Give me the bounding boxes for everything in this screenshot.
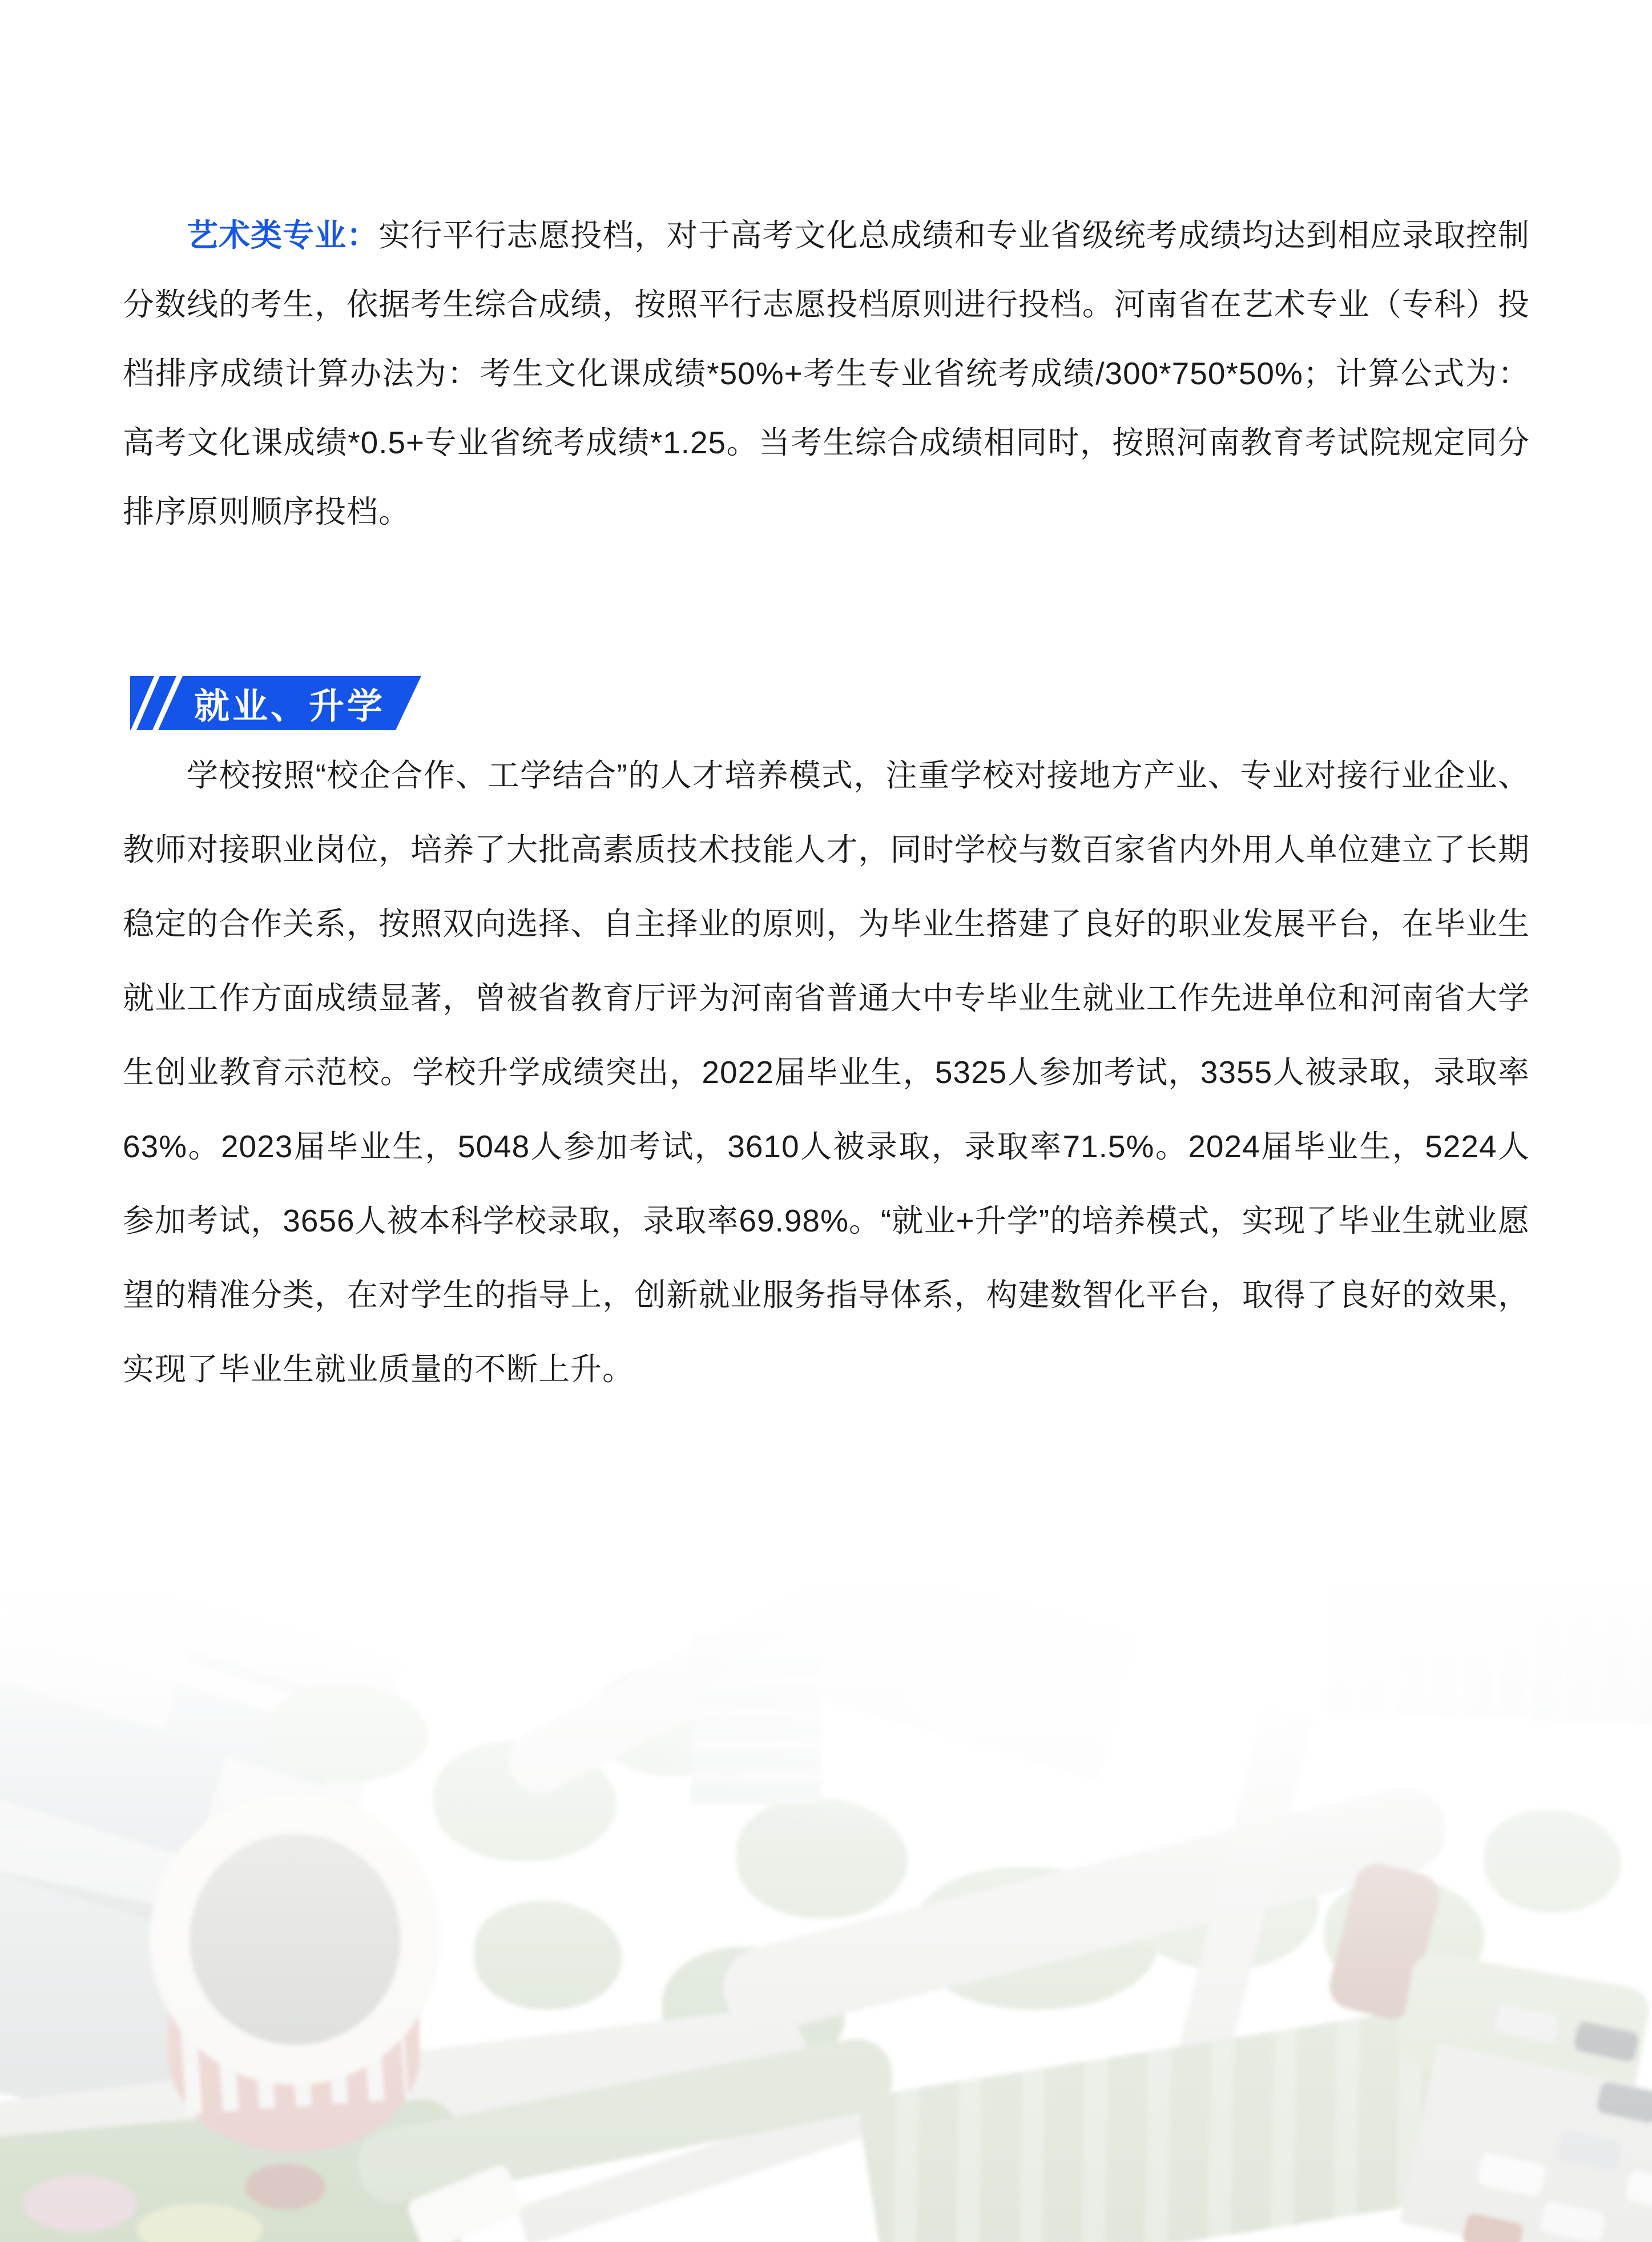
section-title: 就业、升学 xyxy=(194,687,386,726)
photo-flower-bed xyxy=(245,2164,325,2209)
employment-paragraph: 学校按照“校企合作、工学结合”的人才培养模式，注重学校对接地方产业、专业对接行业企业、教师对接职业岗位，培养了大批高素质技术技能人才，同时学校与数百家省内外用人单位建立了长期稳定的合作关系，按照双向选择、自主择业的原则，为毕业生搭建了良好的职业发展平台，在毕业生就业工作方面成绩显著，曾被省教育厅评为河南省普通大中专毕业生就业工作先进单位和河南省大学生创业教育示范校。学校升学成绩突出，2022届毕业生，5325人参加考试，3355人被录取，录取率63%。2023届毕业生，5048人参加考试，3610人被录取，录取率71.5%。2024届毕业生，5224人参加考试，3656人被本科学校录取，录取率69.98%。“就业+升学”的培养模式，实现了毕业生就业愿望的精准分类，在对学生的指导上，创新就业服务指导体系，构建数智化平台，取得了良好的效果，实现了毕业生就业质量的不断上升。 xyxy=(123,758,1530,1387)
art-majors-paragraph xyxy=(123,201,1530,546)
photo-building-far xyxy=(691,1633,822,1804)
art-majors-label: 艺术类专业： xyxy=(187,218,379,253)
photo-tree-blob xyxy=(736,1798,908,1918)
photo-flower-bed xyxy=(23,2175,137,2232)
photo-building-far xyxy=(813,1570,1139,1780)
photo-round-building-terrace xyxy=(190,1834,401,2045)
photo-building-far xyxy=(1327,1570,1652,1725)
photo-tree-blob xyxy=(268,1684,428,1781)
photo-scene xyxy=(0,1570,1652,2242)
photo-tree-blob xyxy=(474,1901,622,2010)
section-badge-employment xyxy=(130,676,421,730)
photo-garden xyxy=(856,2004,1478,2242)
campus-aerial-photo xyxy=(0,1570,1652,2242)
photo-tree-blob xyxy=(1484,1810,1621,1913)
art-majors-text: 实行平行志愿投档，对于高考文化总成绩和专业省级统考成绩均达到相应录取控制分数线的考生，依据考生综合成绩，按照平行志愿投档原则进行投档。河南省在艺术专业（专科）投档排序成绩计算办法为：考生文化课成绩*50%+考生专业省统考成绩/300*750*50%；计算公式为：高考文化课成绩*0.5+专业省统考成绩*1.25。当考生综合成绩相同时，按照河南教育考试院规定同分排序原则顺序投档。 xyxy=(123,218,1530,529)
